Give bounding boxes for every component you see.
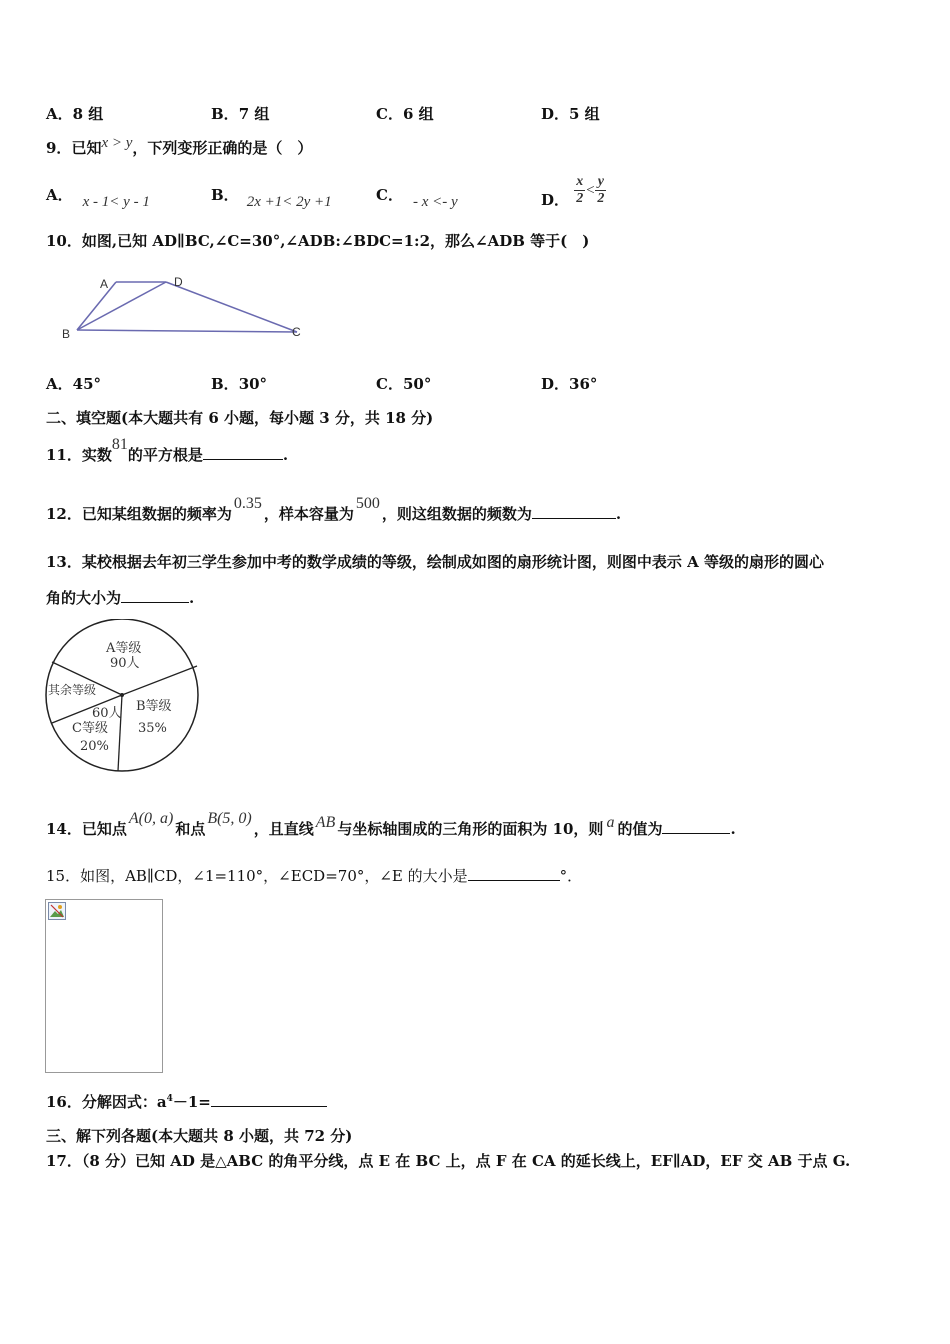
q17: 17．（8 分）已知 AD 是△ABC 的角平分线，点 E 在 BC 上，点 F 在 CA 的延长线上，EF∥AD，EF 交 AB 于点 G.	[46, 1152, 851, 1170]
q8-option-c: C．6 组	[376, 105, 434, 123]
q13-line-1: 13．某校根据去年初三学生参加中考的数学成绩的等级，绘制成如图的扇形统计图，则图中表示 A 等级的扇形的圆心	[46, 553, 824, 571]
q10-label-d: D	[174, 275, 183, 289]
q9-d-left-fraction: $\frac{x}{2}$	[576, 174, 584, 206]
pie-center	[120, 693, 124, 697]
pie-value-c: 20%	[80, 739, 109, 754]
pie-label-a: A等级	[106, 641, 142, 656]
q10-option-d: D．36°	[541, 375, 598, 393]
section-2-title: 二、填空题(本大题共有 6 小题，每小题 3 分，共 18 分)	[46, 409, 434, 427]
q16: 16．分解因式：$a^4-1=$	[46, 1091, 327, 1112]
q8-option-a: A．8 组	[46, 105, 104, 123]
q10-trapezoid-figure	[58, 272, 318, 347]
q9-math: x > y	[101, 135, 133, 151]
q8-option-b: B．7 组	[211, 105, 270, 123]
q10-option-c: C．50°	[376, 375, 432, 393]
q9-option-a: A． x - 1< y - 1	[46, 186, 150, 210]
q15-broken-image	[45, 899, 163, 1073]
q16-answer-blank[interactable]	[211, 1092, 327, 1107]
pie-value-a: 90人	[110, 656, 140, 671]
q13-line-2: 角的大小为 .	[46, 589, 195, 607]
q15: 15．如图，AB∥CD，∠1=110°，∠ECD=70°，∠E 的大小是 °．	[46, 867, 583, 885]
q13-answer-blank[interactable]	[121, 588, 189, 603]
q9-d-right-fraction: $\frac{y}{2}$	[597, 174, 605, 206]
q10-option-a: A．45°	[46, 375, 102, 393]
pie-value-other: 60人	[92, 706, 122, 721]
q11: 11．实数81的平方根是 .	[46, 436, 289, 464]
q10-side-ab	[77, 282, 116, 330]
q9-stem: 9．已知x > y，下列变形正确的是（ ）	[46, 135, 313, 157]
q10-diagonal-bd	[77, 282, 166, 330]
q9-option-d: D． $\frac{x}{2}$ < $\frac{y}{2}$	[541, 174, 605, 209]
q10-label-c: C	[292, 325, 301, 339]
q10-label-b: B	[62, 327, 71, 341]
section-3-title: 三、解下列各题(本大题共 8 小题，共 72 分)	[46, 1127, 353, 1145]
q10-option-b: B．30°	[211, 375, 268, 393]
broken-image-icon	[48, 902, 66, 920]
pie-label-c: C等级	[72, 721, 108, 736]
q15-answer-blank[interactable]	[468, 866, 560, 881]
q14: 14．已知点A(0, a)和点B(5, 0)，且直线 AB 与坐标轴围成的三角形的面积为 10，则 a 的值为 .	[46, 810, 736, 838]
q8-option-d: D．5 组	[541, 105, 600, 123]
pie-value-b: 35%	[138, 721, 167, 736]
q10-label-a: A	[100, 277, 109, 291]
q10-side-dc	[166, 282, 297, 332]
q11-answer-blank[interactable]	[203, 445, 283, 460]
q12: 12．已知某组数据的频率为0.35，样本容量为500，则这组数据的频数为 .	[46, 495, 622, 523]
pie-label-other: 其余等级	[48, 683, 97, 697]
pie-label-b: B等级	[136, 699, 172, 714]
q9-option-c: C． - x <- y	[376, 186, 458, 210]
q10-stem: 10．如图,已知 AD∥BC,∠C=30°,∠ADB:∠BDC=1:2，那么∠ADB 等于( )	[46, 232, 590, 250]
q10-side-bc	[77, 330, 297, 332]
q14-answer-blank[interactable]	[662, 819, 730, 834]
q13-pie-chart	[44, 619, 204, 777]
q9-option-b: B． 2x +1< 2y +1	[211, 186, 332, 210]
q12-answer-blank[interactable]	[532, 504, 616, 519]
